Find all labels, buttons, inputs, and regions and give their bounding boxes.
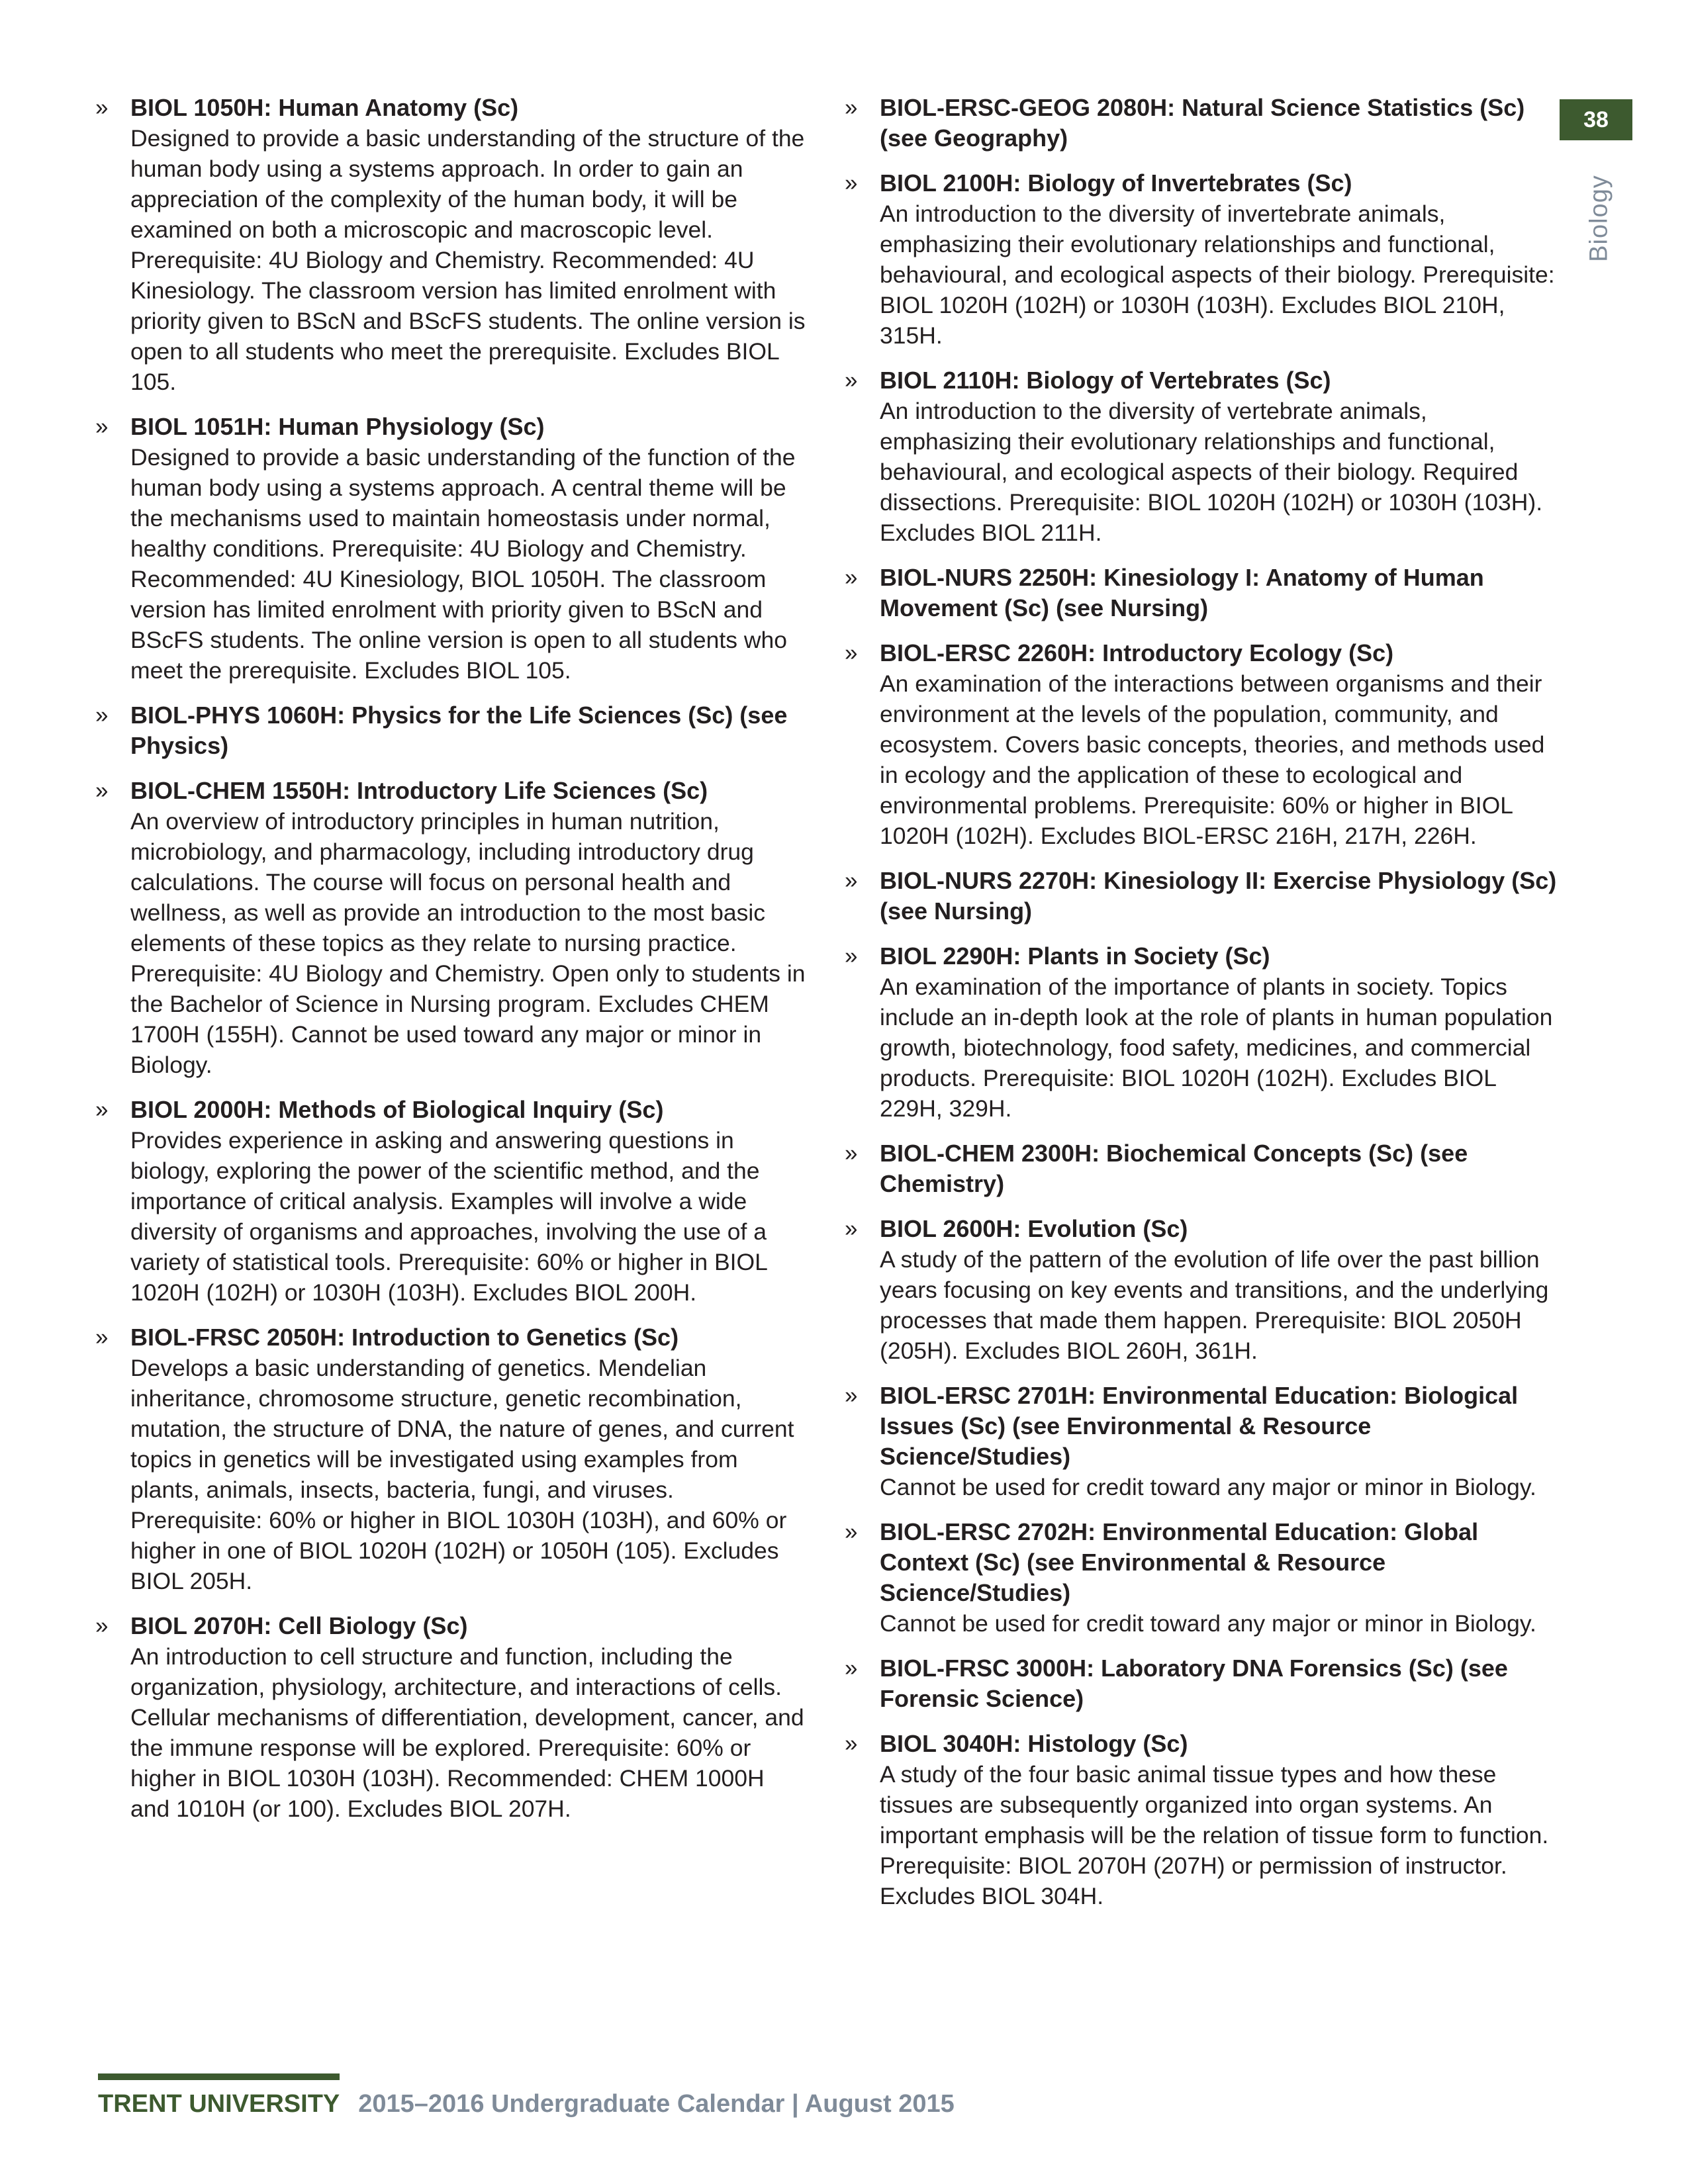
course-title: BIOL 2110H: Biology of Vertebrates (Sc) [880,367,1331,394]
bullet-marker: » [845,170,858,196]
course-entry [93,776,808,1080]
course-description: Develops a basic understanding of genetics. Mendelian inheritance, chromosome structure, genetic recombination, mutation, the structure of DNA, the nature of genes, and current topics in genetics will be investigated using examples from plants, animals, insects, bacteria, fungi, and viruses. Prerequisite: 60% or higher in BIOL 1030H (103H), and 60% or higher in one of BIOL 1020H (102H) or 1050H (105). Excludes BIOL 205H. [130,1355,794,1594]
course-description: A study of the four basic animal tissue types and how these tissues are subsequently organized into organ systems. An important emphasis will be the relation of tissue form to function. Prerequisite: BIOL 2070H (207H) or permission of instructor. Excludes BIOL 304H. [880,1761,1549,1909]
course-entry [93,1611,808,1824]
bullet-marker: » [845,367,858,393]
course-entry [842,941,1557,1124]
course-description: A study of the pattern of the evolution of life over the past billion years focusing on key events and transitions, and the underlying processes that made them happen. Prerequisite: BIOL 2050H (205H). Excludes BIOL 260H, 361H. [880,1246,1549,1364]
bullet-marker: » [845,95,858,120]
course-title: BIOL-CHEM 1550H: Introductory Life Sciences (Sc) [130,777,708,804]
course-title: BIOL-PHYS 1060H: Physics for the Life Sciences (Sc) (see Physics) [130,702,788,759]
course-title: BIOL 3040H: Histology (Sc) [880,1730,1188,1757]
course-title: BIOL-ERSC 2702H: Environmental Education: Global Context (Sc) (see Environmental & Resource Science/Studies) [880,1518,1479,1606]
bullet-marker: » [845,1655,858,1681]
footer-rule [98,2073,340,2080]
course-title: BIOL-FRSC 3000H: Laboratory DNA Forensics (Sc) (see Forensic Science) [880,1655,1508,1712]
course-title: BIOL 1050H: Human Anatomy (Sc) [130,94,519,121]
bullet-marker: » [95,702,109,728]
course-entry [842,1729,1557,1911]
course-title: BIOL 2100H: Biology of Invertebrates (Sc) [880,169,1352,197]
course-entry [842,1381,1557,1502]
page-number: 38 [1583,107,1609,132]
course-entry [93,1095,808,1308]
course-title: BIOL-FRSC 2050H: Introduction to Genetics (Sc) [130,1324,679,1351]
course-title: BIOL-NURS 2250H: Kinesiology I: Anatomy of Human Movement (Sc) (see Nursing) [880,564,1484,621]
course-description: Cannot be used for credit toward any major or minor in Biology. [880,1610,1536,1637]
course-entry [842,866,1557,927]
page-number-badge [1560,99,1632,140]
course-title: BIOL-ERSC-GEOG 2080H: Natural Science Statistics (Sc) (see Geography) [880,94,1525,152]
bullet-marker: » [95,95,109,120]
bullet-marker: » [95,1097,109,1122]
course-entry [842,1214,1557,1366]
bullet-marker: » [95,1324,109,1350]
footer [98,2090,955,2118]
bullet-marker: » [845,565,858,590]
course-entry [93,412,808,686]
course-entry [842,365,1557,548]
course-title: BIOL-NURS 2270H: Kinesiology II: Exercise Physiology (Sc) (see Nursing) [880,867,1557,925]
bullet-marker: » [845,1383,858,1408]
course-column-left [93,93,808,1839]
bullet-marker: » [95,778,109,803]
course-column-right [842,93,1557,1926]
course-description: An examination of the importance of plants in society. Topics include an in-depth look at the role of plants in human population growth, biotechnology, food safety, medicines, and commercial products. Prerequisite: BIOL 1020H (102H). Excludes BIOL 229H, 329H. [880,974,1553,1122]
course-description: An introduction to the diversity of vertebrate animals, emphasizing their evolutionary relationships and functional, behavioural, and ecological aspects of their biology. Required dissections. Prerequisite: BIOL 1020H (102H) or 1030H (103H). Excludes BIOL 211H. [880,398,1543,546]
course-entry [842,93,1557,154]
bullet-marker: » [845,868,858,893]
course-description: An examination of the interactions between organisms and their environment at the levels of the population, community, and ecosystem. Covers basic concepts, theories, and methods used in ecology and the application of these to ecological and environmental problems. Prerequisite: 60% or higher in BIOL 1020H (102H). Excludes BIOL-ERSC 216H, 217H, 226H. [880,670,1545,849]
course-description: An introduction to cell structure and function, including the organization, physiology, architecture, and interactions of cells. Cellular mechanisms of differentiation, development, cancer, and the immune response will be explored. Prerequisite: 60% or higher in BIOL 1030H (103H). Recommended: CHEM 1000H and 1010H (or 100). Excludes BIOL 207H. [130,1643,804,1822]
bullet-marker: » [845,1216,858,1242]
footer-university: TRENT UNIVERSITY [98,2090,340,2118]
bullet-marker: » [95,414,109,439]
course-description: An overview of introductory principles in human nutrition, microbiology, and pharmacology, including introductory drug calculations. The course will focus on personal health and wellness, as well as provide an introduction to the most basic elements of these topics as they relate to nursing practice. Prerequisite: 4U Biology and Chemistry. Open only to students in the Bachelor of Science in Nursing program. Excludes CHEM 1700H (155H). Cannot be used toward any major or minor in Biology. [130,808,806,1078]
bullet-marker: » [845,1140,858,1166]
course-description: Designed to provide a basic understanding of the structure of the human body using a systems approach. In order to gain an appreciation of the complexity of the human body, it will be examined on both a microscopic and macroscopic level. Prerequisite: 4U Biology and Chemistry. Recommended: 4U Kinesiology. The classroom version has limited enrolment with priority given to BScN and BScFS students. The online version is open to all students who meet the prerequisite. Excludes BIOL 105. [130,125,806,395]
course-entry [93,93,808,397]
bullet-marker: » [95,1613,109,1639]
section-side-label: Biology [1585,175,1613,262]
course-entry [842,1517,1557,1639]
course-entry [842,1653,1557,1714]
course-description: Cannot be used for credit toward any major or minor in Biology. [880,1474,1536,1500]
course-title: BIOL 1051H: Human Physiology (Sc) [130,413,545,440]
course-description: An introduction to the diversity of invertebrate animals, emphasizing their evolutionary relationships and functional, behavioural, and ecological aspects of their biology. Prerequisite: BIOL 1020H (102H) or 1030H (103H). Excludes BIOL 210H, 315H. [880,201,1555,349]
course-title: BIOL 2070H: Cell Biology (Sc) [130,1612,468,1639]
bullet-marker: » [845,640,858,666]
course-title: BIOL-ERSC 2260H: Introductory Ecology (Sc) [880,639,1394,666]
course-entry [842,563,1557,623]
course-title: BIOL 2000H: Methods of Biological Inquiry (Sc) [130,1096,664,1123]
course-title: BIOL 2600H: Evolution (Sc) [880,1215,1188,1242]
bullet-marker: » [845,943,858,969]
bullet-marker: » [845,1731,858,1756]
course-entry [842,168,1557,351]
course-description: Provides experience in asking and answering questions in biology, exploring the power of the scientific method, and the importance of critical analysis. Examples will involve a wide diversity of organisms and approaches, involving the use of a variety of statistical tools. Prerequisite: 60% or higher in BIOL 1020H (102H) or 1030H (103H). Excludes BIOL 200H. [130,1127,767,1306]
course-entry [842,1138,1557,1199]
bullet-marker: » [845,1519,858,1545]
course-entry [842,638,1557,851]
course-title: BIOL 2290H: Plants in Society (Sc) [880,942,1270,970]
course-title: BIOL-CHEM 2300H: Biochemical Concepts (Sc) (see Chemistry) [880,1140,1468,1197]
course-entry [93,700,808,761]
course-description: Designed to provide a basic understanding of the function of the human body using a systems approach. A central theme will be the mechanisms used to maintain homeostasis under normal, healthy conditions. Prerequisite: 4U Biology and Chemistry. Recommended: 4U Kinesiology, BIOL 1050H. The classroom version has limited enrolment with priority given to BScN and BScFS students. The online version is open to all students who meet the prerequisite. Excludes BIOL 105. [130,444,796,684]
footer-calendar: 2015–2016 Undergraduate Calendar | August 2015 [358,2090,955,2118]
course-entry [93,1322,808,1596]
course-title: BIOL-ERSC 2701H: Environmental Education: Biological Issues (Sc) (see Environmental & Resource Science/Studies) [880,1382,1519,1470]
